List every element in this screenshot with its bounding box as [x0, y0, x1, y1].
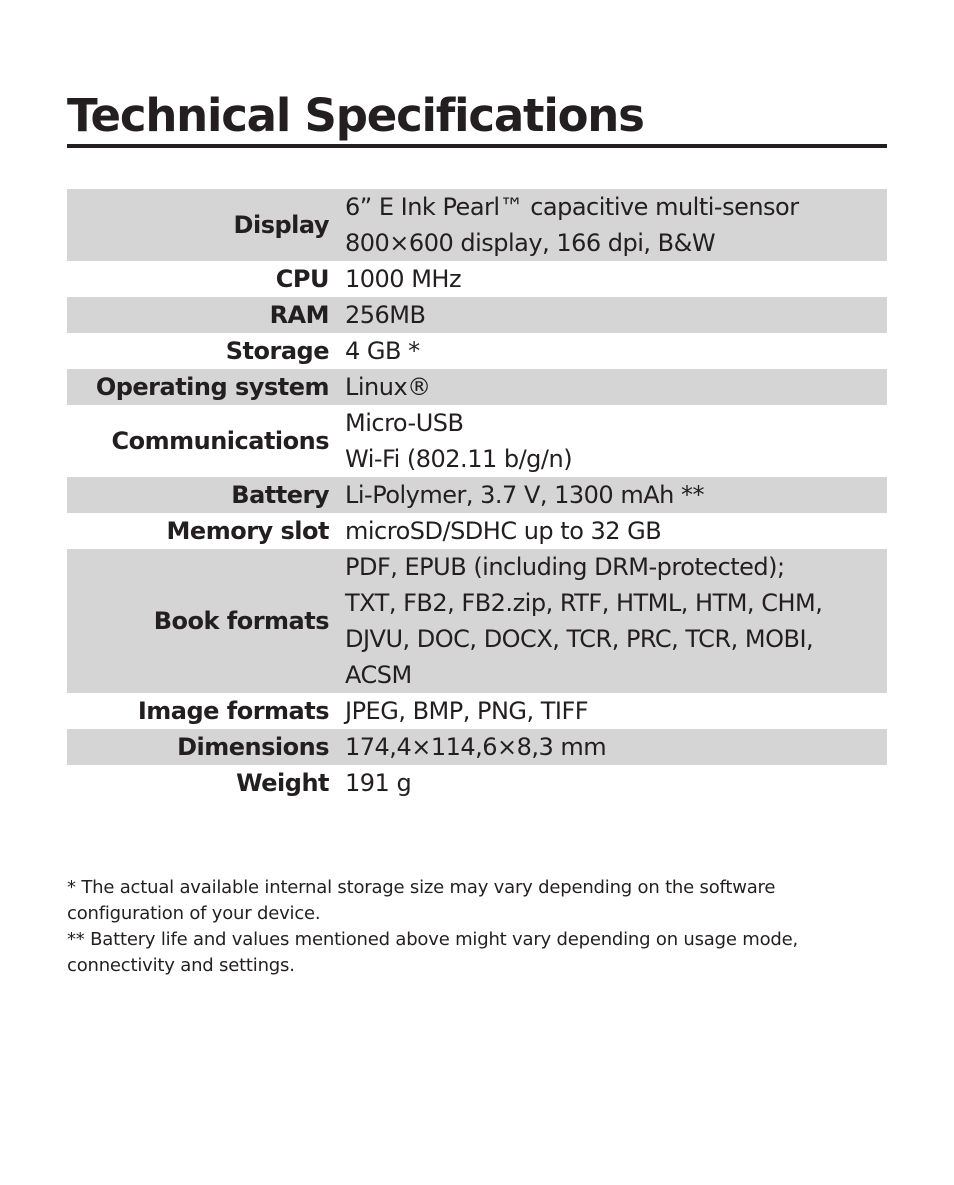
spec-value	[329, 513, 887, 549]
spec-value	[329, 693, 887, 729]
spec-row-memory-slot	[67, 513, 887, 549]
spec-value	[329, 405, 887, 477]
spec-value-line: 1000 MHz	[345, 265, 462, 293]
spec-row-storage	[67, 333, 887, 369]
spec-value	[329, 189, 887, 261]
spec-value	[329, 261, 887, 297]
spec-value-line: 256MB	[345, 301, 426, 329]
spec-value	[329, 297, 887, 333]
spec-label: Memory slot	[166, 517, 329, 545]
spec-value-line: 800×600 display, 166 dpi, B&W	[345, 229, 716, 257]
spec-row-weight	[67, 765, 887, 801]
spec-row-communications	[67, 405, 887, 477]
spec-label: RAM	[269, 301, 329, 329]
spec-label: Book formats	[153, 607, 329, 635]
spec-label: CPU	[275, 265, 329, 293]
spec-label: Communications	[111, 427, 329, 455]
footnote-line: ** Battery life and values mentioned above might vary depending on usage mode,	[67, 929, 799, 950]
spec-row-image-formats	[67, 693, 887, 729]
footnote-line: * The actual available internal storage size may vary depending on the software	[67, 877, 776, 898]
spec-value	[329, 333, 887, 369]
spec-value-line: TXT, FB2, FB2.zip, RTF, HTML, HTM, CHM,	[345, 589, 823, 617]
spec-value	[329, 729, 887, 765]
spec-value-line: Wi-Fi (802.11 b/g/n)	[345, 445, 573, 473]
spec-label: Operating system	[95, 373, 329, 401]
spec-value	[329, 549, 887, 693]
spec-value	[329, 765, 887, 801]
spec-label: Battery	[231, 481, 329, 509]
footnote-line: configuration of your device.	[67, 903, 321, 924]
spec-label: Dimensions	[177, 733, 329, 761]
title-underline	[67, 144, 887, 148]
spec-row-book-formats	[67, 549, 887, 693]
spec-label: Weight	[236, 769, 329, 797]
spec-value	[329, 369, 887, 405]
footnote-storage	[67, 875, 887, 927]
spec-row-display	[67, 189, 887, 261]
spec-value-line: Micro-USB	[345, 409, 464, 437]
spec-value-line: Li-Polymer, 3.7 V, 1300 mAh **	[345, 481, 704, 509]
spec-value	[329, 477, 887, 513]
spec-row-battery	[67, 477, 887, 513]
spec-value-line: ACSM	[345, 661, 412, 689]
spec-value-line: Linux®	[345, 373, 431, 401]
spec-value-line: 6” E Ink Pearl™ capacitive multi-sensor	[345, 193, 799, 221]
spec-value-line: JPEG, BMP, PNG, TIFF	[345, 697, 589, 725]
footnote-line: connectivity and settings.	[67, 955, 295, 976]
spec-row-dimensions	[67, 729, 887, 765]
spec-label: Storage	[225, 337, 329, 365]
spec-value-line: 174,4×114,6×8,3 mm	[345, 733, 607, 761]
page-title: Technical Specifications	[67, 89, 644, 142]
spec-row-cpu	[67, 261, 887, 297]
spec-value-line: 191 g	[345, 769, 412, 797]
spec-value-line: microSD/SDHC up to 32 GB	[345, 517, 662, 545]
spec-row-operating-system	[67, 369, 887, 405]
spec-label: Display	[233, 211, 329, 239]
footnotes	[67, 875, 887, 979]
spec-value-line: PDF, EPUB (including DRM-protected);	[345, 553, 785, 581]
footnote-battery	[67, 927, 887, 979]
spec-table	[67, 189, 887, 801]
spec-value-line: 4 GB *	[345, 337, 420, 365]
spec-value-line: DJVU, DOC, DOCX, TCR, PRC, TCR, MOBI,	[345, 625, 814, 653]
spec-label: Image formats	[137, 697, 329, 725]
spec-row-ram	[67, 297, 887, 333]
